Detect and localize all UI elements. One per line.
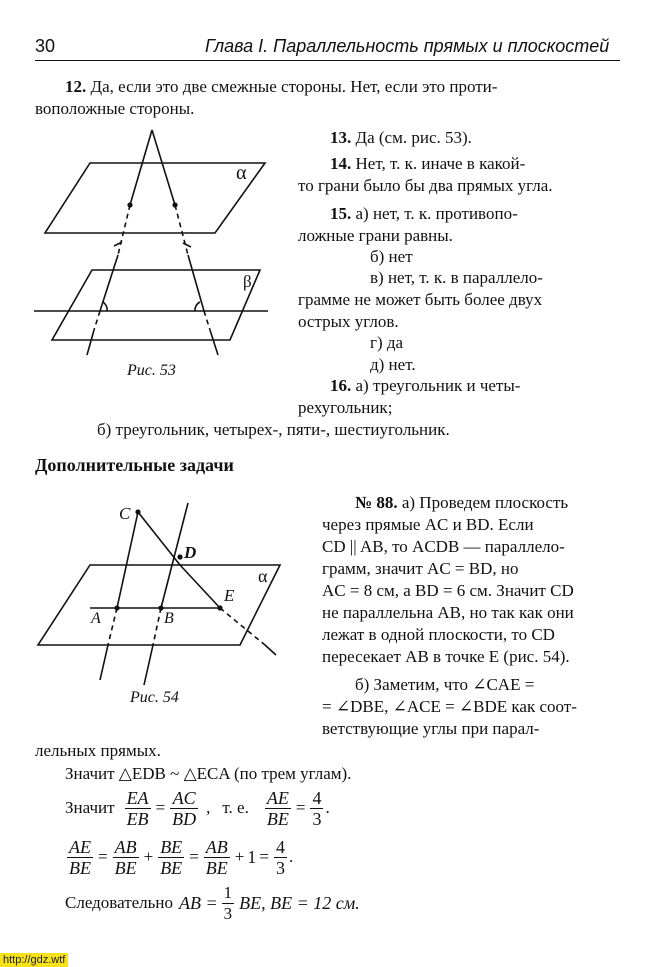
- denominator: BE: [266, 808, 289, 829]
- denominator: 3: [223, 903, 233, 923]
- denominator: BE: [160, 857, 183, 878]
- answer-14-text: Нет, т. к. иначе в какой-: [355, 154, 526, 173]
- problem-88-line9: б) Заметим, что ∠CAE =: [355, 675, 535, 694]
- answer-12-text: Да, если это две смежные стороны. Нет, если это проти-: [90, 77, 498, 96]
- figure-53-alpha-label: α: [236, 162, 247, 184]
- section-title: Дополнительные задачи: [35, 455, 234, 475]
- numerator: AC: [170, 788, 198, 809]
- numerator: 1: [223, 882, 233, 902]
- problem-88-line1-text: а) Проведем плоскость: [401, 493, 569, 512]
- numerator: AE: [69, 836, 91, 857]
- answer-15-e: д) нет.: [370, 355, 416, 374]
- denominator: BE: [205, 857, 228, 878]
- answer-12-line1: [65, 76, 497, 97]
- watermark-url[interactable]: http://gdz.wtf: [0, 953, 68, 967]
- fraction-ae-be: [265, 788, 291, 829]
- formula-1-ie: т. е.: [222, 798, 249, 817]
- numerator: EA: [126, 787, 149, 808]
- answer-16-a-text: а) треугольник и четы-: [355, 376, 521, 395]
- problem-88-line5: AC = 8 см, а BD = 6 см. Значит CD: [322, 581, 574, 600]
- line-ac: [117, 512, 138, 608]
- answer-14-line2: то грани было бы два прямых угла.: [298, 176, 553, 195]
- left-line-top: [130, 130, 152, 205]
- figure-54-label-d: D: [184, 543, 197, 562]
- fraction-ab-be: [113, 837, 139, 878]
- figure-54-label-b: B: [164, 610, 174, 627]
- plane-beta: [52, 270, 260, 340]
- figure-54: [30, 495, 290, 695]
- answer-12-number: 12.: [65, 77, 87, 96]
- numerator: 4: [275, 836, 285, 857]
- fraction-ae-be-2: [67, 837, 93, 878]
- fraction-4-3-2: [274, 837, 287, 878]
- problem-88-line10: = ∠DBE, ∠ACE = ∠BDE как соот-: [322, 697, 577, 716]
- fraction-ea-eb: [125, 788, 151, 829]
- figure-54-alpha-label: α: [258, 566, 268, 586]
- answer-12-line2: воположные стороны.: [35, 99, 195, 118]
- fraction-4-3: [310, 788, 323, 829]
- answer-14-line1: [330, 153, 525, 174]
- numerator: AE: [266, 787, 289, 808]
- problem-88-line4: грамм, значит AC = BD, но: [322, 559, 519, 578]
- page-number: 30: [35, 36, 56, 56]
- answer-13: [330, 127, 472, 148]
- numerator: AB: [114, 836, 137, 857]
- fraction-ab-be-2: [204, 837, 230, 878]
- answer-16-number: 16.: [330, 376, 352, 395]
- problem-88-line7: лежат в одной плоскости, то CD: [322, 625, 555, 644]
- problem-88-line11: ветствующие углы при парал-: [322, 719, 540, 738]
- answer-15-d: г) да: [370, 333, 404, 352]
- answer-16-b: б) треугольник, четырех-, пяти-, шестиугольник.: [97, 420, 450, 439]
- figure-53-caption: Рис. 53: [127, 362, 176, 379]
- fraction-be-be: [158, 837, 184, 878]
- answer-13-text: Да (см. рис. 53).: [355, 128, 472, 147]
- denominator: BD: [172, 808, 197, 829]
- numerator: BE: [160, 836, 183, 857]
- header-rule: [35, 60, 620, 61]
- denominator: BE: [69, 857, 91, 878]
- formula-1-label: Значит: [65, 798, 115, 817]
- answer-15-a-text: а) нет, т. к. противопо-: [355, 204, 518, 223]
- formula-conclusion: [65, 878, 360, 928]
- denominator: 3: [275, 857, 285, 878]
- answer-16-line1: [330, 375, 520, 396]
- figure-54-label-a: A: [91, 610, 101, 627]
- problem-88-line3: CD || AB, то ACDB — параллело-: [322, 537, 565, 556]
- problem-88-line13: Значит △EDB ~ △ECA (по трем углам).: [65, 764, 352, 783]
- denominator: EB: [126, 808, 149, 829]
- right-line-top: [152, 130, 175, 205]
- denominator: 3: [312, 808, 322, 829]
- figure-54-label-c: C: [119, 504, 131, 523]
- formula-3-label: Следовательно: [65, 893, 174, 912]
- formula-ratio-1: Значит $\frac{EA}{EB}$ = $\frac{AC}{BD}$ , т. е. $\frac{AE}{BE}$ = $\frac{4}{3}$ .: [65, 787, 330, 829]
- answer-16-line2: рехугольник;: [298, 398, 393, 417]
- problem-88-line12: лельных прямых.: [35, 741, 161, 760]
- figure-54-caption: Рис. 54: [130, 689, 179, 706]
- answer-14-number: 14.: [330, 154, 352, 173]
- plane-alpha-54: [38, 565, 280, 645]
- numerator: AB: [205, 836, 228, 857]
- problem-88-line6: не параллельна AB, но так как они: [322, 603, 574, 622]
- answer-13-number: 13.: [330, 128, 352, 147]
- figure-53-beta-label: β: [243, 272, 252, 291]
- figure-54-label-e: E: [224, 586, 235, 605]
- problem-88-line8: пересекает AB в точке E (рис. 54).: [322, 647, 570, 666]
- problem-88-number: № 88.: [355, 493, 398, 512]
- answer-15-b: б) нет: [370, 247, 413, 266]
- formula-3-rhs: BE, BE = 12 см.: [239, 892, 360, 913]
- problem-88-line2: через прямые AC и BD. Если: [322, 515, 534, 534]
- fraction-ac-bd: [170, 788, 198, 829]
- denominator: BE: [114, 857, 137, 878]
- answer-15-a-line2: ложные грани равны.: [298, 226, 453, 245]
- fraction-1-3: [222, 883, 235, 924]
- formula-3-lhs: AB =: [179, 892, 218, 913]
- problem-88-line1: [355, 492, 568, 513]
- chapter-title: Глава I. Параллельность прямых и плоскостей: [205, 36, 610, 56]
- answer-15-number: 15.: [330, 204, 352, 223]
- plane-alpha: [45, 163, 265, 233]
- answer-15-c-line2: грамме не может быть более двух: [298, 290, 543, 309]
- answer-15-c-line1: в) нет, т. к. в параллело-: [370, 268, 543, 287]
- numerator: 4: [312, 787, 322, 808]
- formula-ratio-2: $\frac{AE}{BE}$ = $\frac{AB}{BE}$ + $\frac{BE}{BE}$ = $\frac{AB}{BE}$ + 1 = $\frac{4}{3}$ .: [69, 836, 294, 878]
- answer-15-c-line3: острых углов.: [298, 312, 399, 331]
- formula-2-one: 1: [247, 846, 257, 867]
- answer-15-a-line1: [330, 203, 518, 224]
